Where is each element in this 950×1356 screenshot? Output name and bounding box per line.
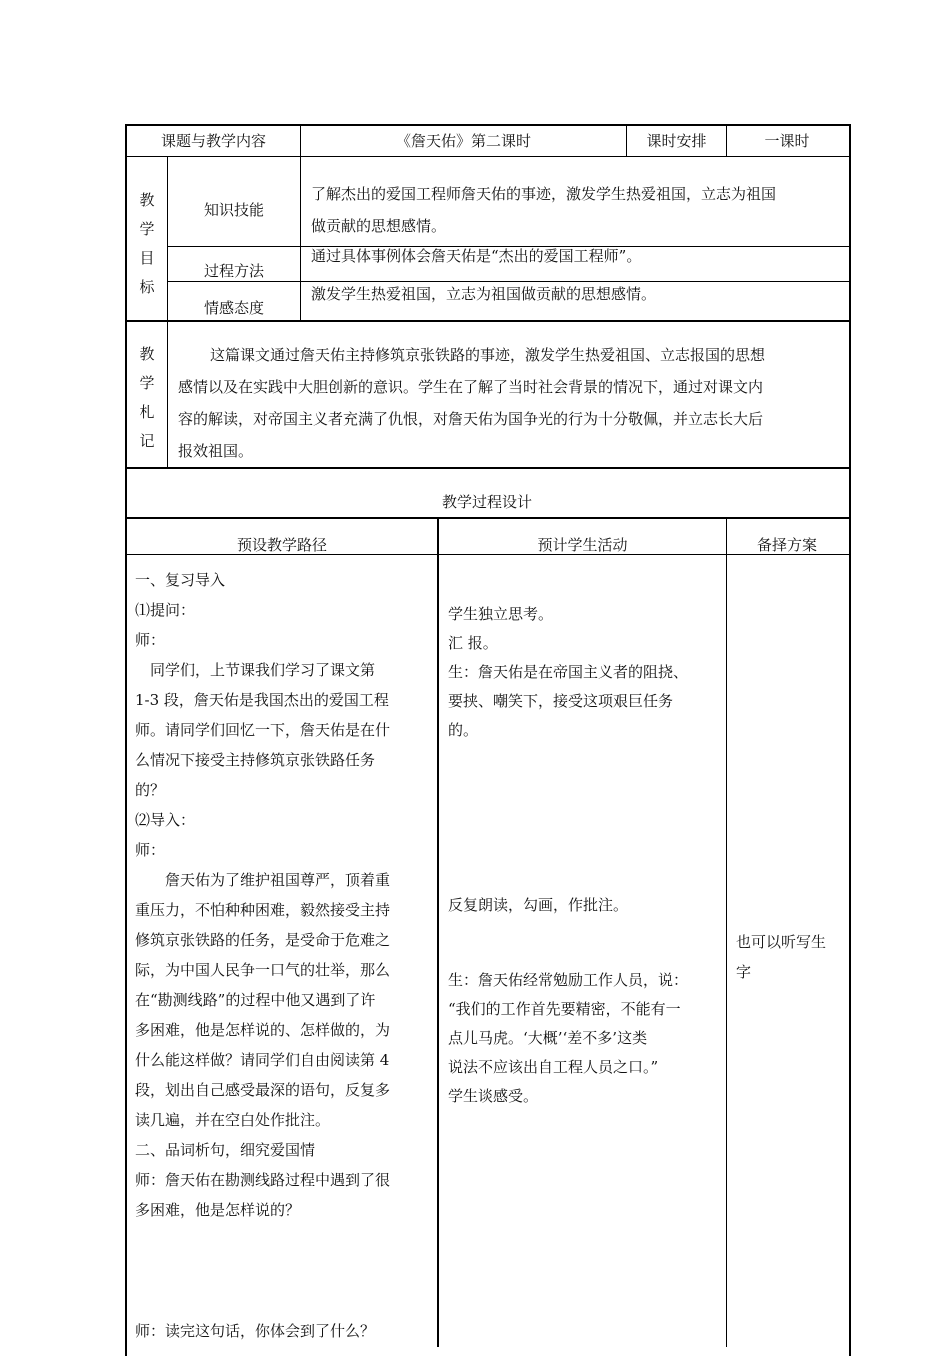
path-line: 师：詹天佑在勘测线路过程中遇到了很 [135, 1171, 391, 1189]
schedule-value: 一课时 [764, 132, 810, 150]
teaching-path-block-1 [135, 565, 435, 1225]
path-line: 多困难，他是怎样说的、怎样做的，为 [135, 1021, 391, 1039]
path-line: 师： [135, 841, 166, 859]
path-line: 多困难，他是怎样说的？ [135, 1201, 301, 1219]
path-line: 在“勘测线路”的过程中他又遇到了许 [135, 991, 376, 1009]
objective-label-knowledge: 知识技能 [203, 201, 264, 219]
activity-line: 学生谈感受。 [448, 1087, 539, 1105]
activity-line: 学生独立思考。 [448, 605, 554, 623]
col-divider [300, 124, 301, 321]
activity-line: 的。 [448, 721, 479, 739]
activity-line: 生：詹天佑是在帝国主义者的阻挠、 [448, 663, 689, 681]
objective-label-process: 过程方法 [203, 262, 264, 280]
row-divider [125, 467, 849, 469]
topic-value: 《詹天佑》第二课时 [395, 132, 531, 150]
path-line: 1-3 段，詹天佑是我国杰出的爱国工程 [135, 691, 389, 709]
activity-line: 汇 报。 [448, 634, 498, 652]
objective-label-emotion: 情感态度 [203, 299, 264, 317]
activity-line: 反复朗读，勾画，作批注。 [448, 896, 629, 914]
process-title: 教学过程设计 [441, 493, 532, 511]
notes-section-label: 教 学 札 记 [139, 345, 155, 450]
path-line: 什么能这样做？请同学们自由阅读第 4 [135, 1051, 390, 1069]
alternative-line: 也可以听写生 [736, 933, 827, 951]
objective-text-process: 通过具体事例体会詹天佑是“杰出的爱国工程师”。 [311, 247, 642, 265]
objective-text-emotion: 激发学生热爱祖国，立志为祖国做贡献的思想感情。 [311, 285, 657, 303]
topic-label: 课题与教学内容 [160, 132, 266, 150]
col-header-alternative: 备择方案 [756, 536, 817, 554]
activity-line: 要挟、嘲笑下，接受这项艰巨任务 [448, 692, 674, 710]
path-line: 同学们，上节课我们学习了课文第 [135, 661, 376, 679]
row-divider [125, 320, 849, 322]
path-line: 师：读完这句话，你体会到了什么？ [135, 1322, 376, 1340]
notes-line-1: 这篇课文通过詹天佑主持修筑京张铁路的事迹，激发学生热爱祖国、立志报国的思想 [210, 346, 766, 364]
row-divider [125, 517, 849, 519]
alternative-line: 字 [736, 963, 752, 981]
objective-text-knowledge-line1: 了解杰出的爱国工程师詹天佑的事迹，激发学生热爱祖国，立志为祖国 [311, 185, 777, 203]
path-line: 二、品词析句，细究爱国情 [135, 1141, 316, 1159]
path-line: 段，划出自己感受最深的语句，反复多 [135, 1081, 391, 1099]
activity-line: 点儿马虎。‘大概’‘差不多’这类 [448, 1029, 648, 1047]
path-line: ⑴提问： [135, 601, 196, 619]
col-header-activity: 预计学生活动 [537, 536, 628, 554]
col-divider [726, 517, 727, 1347]
notes-line-3: 容的解读，对帝国主义者充满了仇恨，对詹天佑为国争光的行为十分敬佩，并立志长大后 [178, 410, 764, 428]
path-line: 际，为中国人民争一口气的壮举，那么 [135, 961, 391, 979]
activity-line: 说法不应该出自工程人员之口。” [448, 1058, 659, 1076]
notes-line-4: 报效祖国。 [178, 442, 254, 460]
alternative-plan [736, 927, 846, 987]
path-line: ⑵导入： [135, 811, 196, 829]
path-line: 师： [135, 631, 166, 649]
path-line: 么情况下接受主持修筑京张铁路任务 [135, 751, 376, 769]
path-line: 的？ [135, 781, 166, 799]
path-line: 读几遍，并在空白处作批注。 [135, 1111, 331, 1129]
path-line: 重压力，不怕种种困难，毅然接受主持 [135, 901, 391, 919]
notes-line-2: 感情以及在实践中大胆创新的意识。学生在了解了当时社会背景的情况下，通过对课文内 [178, 378, 764, 396]
row-divider [125, 156, 849, 157]
schedule-label: 课时安排 [646, 132, 707, 150]
path-line: 师。请同学们回忆一下，詹天佑是在什 [135, 721, 391, 739]
path-line: 修筑京张铁路的任务，是受命于危难之 [135, 931, 391, 949]
row-divider [167, 281, 849, 282]
objectives-section-label: 教 学 目 标 [139, 191, 155, 296]
path-line: 詹天佑为了维护祖国尊严，顶着重 [135, 871, 391, 889]
activity-line: “我们的工作首先要精密，不能有一 [448, 1000, 681, 1018]
path-line: 一、复习导入 [135, 571, 226, 589]
activity-block-1 [448, 600, 723, 745]
col-divider [437, 517, 439, 1347]
col-header-path: 预设教学路径 [236, 536, 327, 554]
objective-text-knowledge-line2: 做贡献的思想感情。 [311, 217, 447, 235]
activity-block-3 [448, 966, 723, 1111]
activity-line: 生：詹天佑经常勉励工作人员，说： [448, 971, 689, 989]
